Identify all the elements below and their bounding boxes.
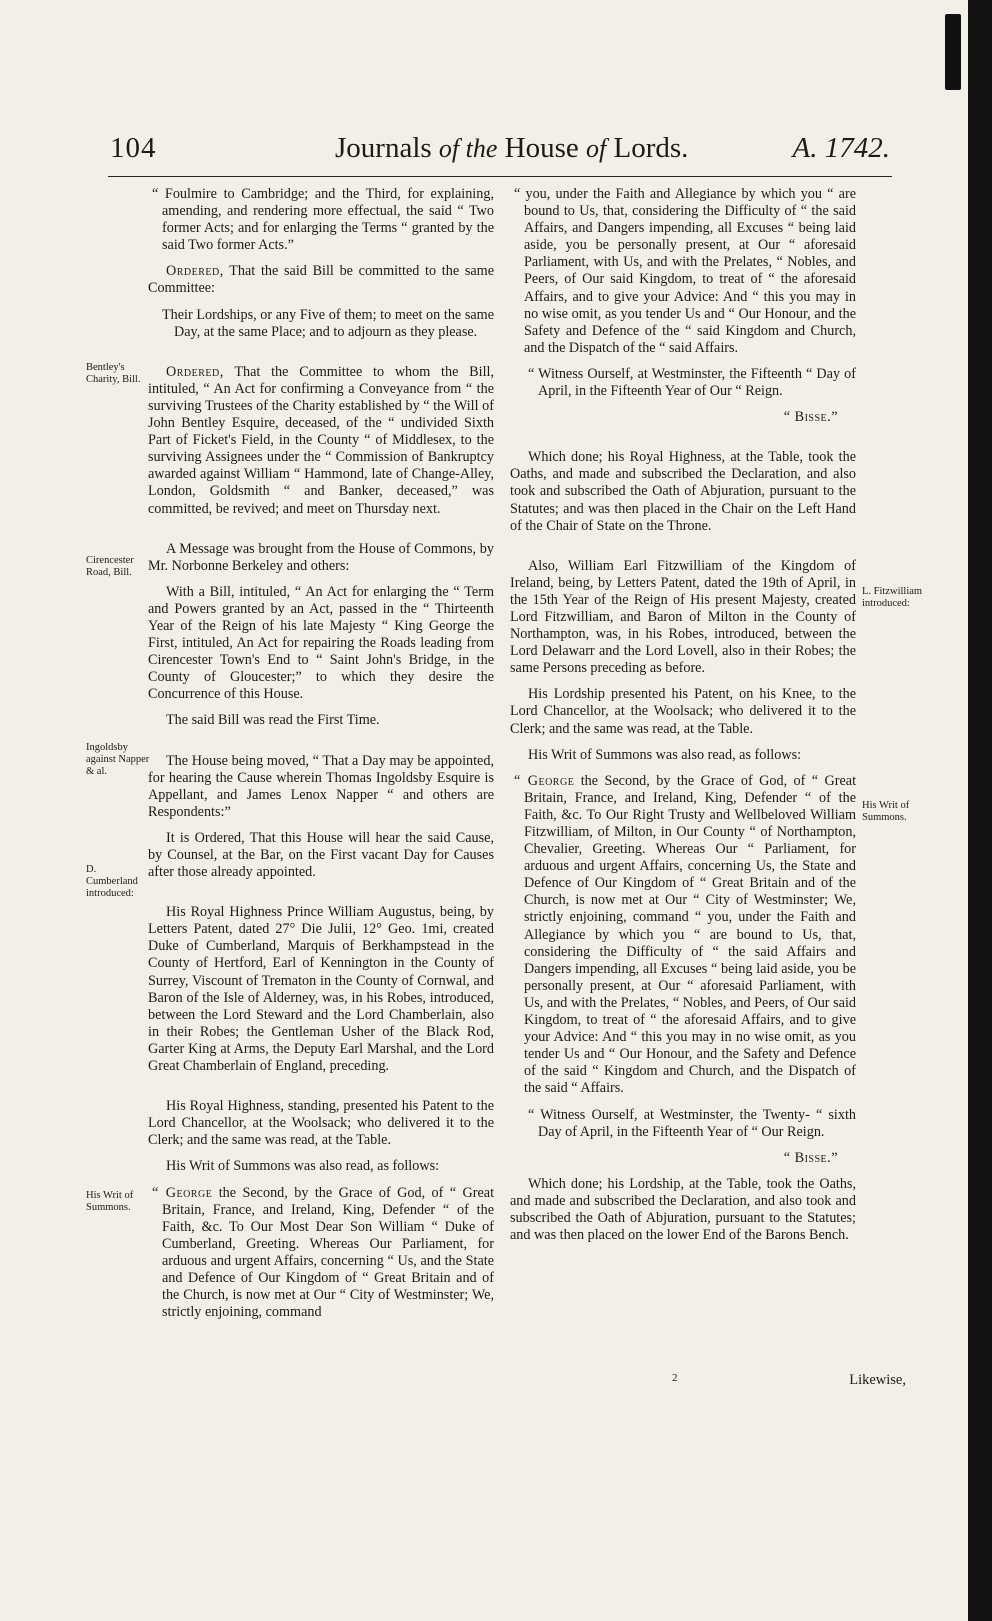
paragraph: “ you, under the Faith and Allegiance by which you “ are bound to Us, that, considering the Difficulty of “ the said Affairs, and Dangers impending, all Excuses “ being laid aside, you be personally present, at Our “ aforesaid Parliament, with Us, and with the Prelates, “ Nobles, and Peers, of Our said Kingdom, to treat of “ the aforesaid Affairs, and to give your Advice: And “ this you may in no wise omit, as you tender Us and “ Our Honour, and the Safety and Defence of the “ said Kingdom and Church, and the Dispatch of the “ said Affairs. [514,186,856,356]
paragraph: “ Foulmire to Cambridge; and the Third, for explaining, amending, and rendering more effectual, the said “ Two former Acts; and for enlarging the Terms “ granted by the said Two former Acts.” [152,186,494,254]
margin-note: L. Fitzwilliam introduced: [862,586,923,609]
paragraph: A Message was brought from the House of Commons, by Mr. Norbonne Berkeley and others: [148,540,494,574]
scan-edge [968,0,992,1621]
paragraph [148,364,494,518]
title-part-2: of the [438,134,498,163]
catchword: Likewise, [849,1372,906,1388]
title-part-5: Lords. [606,132,689,164]
paragraph: The said Bill was read the First Time. [166,712,380,729]
title-part-4: of [586,134,607,163]
paragraph: “ Witness Ourself, at Westminster, the Twenty- “ sixth Day of April, in the Fifteenth Year of “ Our Reign. [528,1106,856,1140]
paragraph: Also, William Earl Fitzwilliam of the Kingdom of Ireland, being, by Letters Patent, dated the 19th of April, in the 15th Year of the Reign of His present Majesty, created Lord Fitzwilliam, and Baron of Milton in the County of Northampton, was, in his Robes, introduced, between the Lord Delawarr and the Lord Lovell, also in their Robes; the same Persons preceding as before. [510,557,856,677]
right-column [510,186,856,1253]
paragraph: Which done; his Lordship, at the Table, took the Oaths, and made and subscribed the Declaration, and also took and subscribed the Oath of Abjuration, pursuant to the Statutes; and was then placed on the lower End of the Barons Bench. [510,1175,856,1244]
signature-mark: 2 [672,1372,678,1384]
paragraph: His Royal Highness Prince William Augustus, being, by Letters Patent, dated 27° Die Julii, 12° Geo. 1mi, created Duke of Cumberland, Marquis of Berkhampstead in the County of Hertford, Earl of Kennington in the County of Surrey, Viscount of Trematon in the County of Cornwal, and Baron of the Isle of Alderney, was, in his Robes, introduced, between the Lord Steward and the Lord Chamberlain, also in their Robes; the Gentleman Usher of the Black Rod, Garter King at Arms, the Deputy Earl Marshal, and the Lord Great Chamberlain of England, preceding. [148,904,494,1075]
title-part-1: Journals [335,132,439,164]
paragraph-lead: Ordered, [166,263,224,280]
margin-note: Bentley's Charity, Bill. [86,362,141,385]
paragraph-lead: “ George [514,772,575,789]
paragraph-text: the Second, by the Grace of God, of “ Great Britain, France, and Ireland, King, Defender “ of the Faith, &c. To Our Right Trusty and Wellbeloved William Fitzwilliam, of Milton, in Our County “ of Northampton, Chevalier, Greeting. Whereas Our “ Parliament, for arduous and urgent Affairs, concerning Us, the State and Defence of Our Kingdom of “ Great Britain and of the Church, is now met at Our “ City of Westminster; We, strictly enjoining, command “ you, under the Faith and Allegiance by which you “ are bound to Us, that, considering the Difficulty of “ the said Affairs and Dangers impending, all Excuses “ being laid aside, you be personally present, at Our “ aforesaid Parliament, with Us, and with the Prelates, “ Nobles, and Peers, of Our said Kingdom, to treat of “ the aforesaid Affairs, and to give your Advice: And “ this you may in no wise omit, as you tender Us and “ Our Honour, and the Safety and Defence of the said “ Kingdom and Church, and the Dispatch of the said “ Affairs. [524,772,857,1097]
running-head [110,132,890,172]
paragraph: His Writ of Summons was also read, as follows: [166,1158,440,1175]
page-year: A. 1742. [792,132,890,164]
margin-note: His Writ of Summons. [862,800,910,823]
paragraph [510,773,856,1098]
scan-clip-mark [945,14,961,90]
paragraph-text: That the Committee to whom the Bill, intituled, “ An Act for confirming a Conveyance from “ the surviving Trustees of the Charity established by “ the Will of John Bentley Esquire, deceased, of the “ undivided Sixth Part of Ficket's Field, in the County “ of Middlesex, to the surviving Assignees under the “ Commission of Bankruptcy awarded against William “ Hammond, late of Change-Alley, London, Goldsmith “ and Banker, deceased,” was committed, be revived; and meet on Thursday next. [148,363,494,517]
paragraph-text: That the said Bill be committed to the same Committee: [148,263,494,297]
left-column [148,186,494,1330]
paragraph: The House being moved, “ That a Day may be appointed, for hearing the Cause wherein Thomas Ingoldsby Esquire is Appellant, and James Lenox Napper “ and others are Respondents:” [148,752,494,820]
paragraph-text: the Second, by the Grace of God, of “ Great Britain, France, and Ireland, King, Defender “ of the Faith, &c. To Our Most Dear Son William “ Duke of Cumberland, Greeting. Whereas Our Parliament, for arduous and urgent Affairs, concerning “ Us, and the State and Defence of Our Kingdom of “ Great Britain and of the Church, is now met at Our “ City of Westminster; We, strictly enjoining, command [162,1184,495,1321]
paragraph [148,263,494,297]
margin-note: His Writ of Summons. [86,1190,134,1213]
paragraph: Their Lordships, or any Five of them; to meet on the same Day, at the same Place; and to adjourn as they please. [162,306,494,340]
paragraph: His Lordship presented his Patent, on his Knee, to the Lord Chancellor, at the Woolsack; who delivered it to the Clerk; and the same was read, at the Table. [510,686,856,737]
header-rule [108,176,892,177]
paragraph: With a Bill, intituled, “ An Act for enlarging the “ Term and Powers granted by an Act, passed in the “ Thirteenth Year of the Reign of his late Majesty “ King George the First, intituled, An Act for repairing the Roads leading from Cirencester Town's End to “ Saint John's Bridge, in the County of Gloucester;” to which they desire the Concurrence of this House. [148,583,494,703]
margin-note: D. Cumberland introduced: [86,864,138,899]
paragraph: “ Witness Ourself, at Westminster, the Fifteenth “ Day of April, in the Fifteenth Year of Our “ Reign. [528,365,856,400]
page-number: 104 [110,132,157,164]
paragraph: His Writ of Summons was also read, as follows: [528,746,802,763]
paragraph-lead: Ordered, [166,363,224,380]
signature-line: “ Bisse.” [783,409,838,426]
paragraph-lead: It is Ordered, [166,829,245,846]
paragraph [148,1185,494,1322]
paragraph: His Royal Highness, standing, presented his Patent to the Lord Chancellor, at the Woolsack; who delivered it to the Clerk; and the same was read, at the Table. [148,1098,494,1149]
title-part-3: House [497,132,587,164]
paragraph: Which done; his Royal Highness, at the Table, took the Oaths, and made and subscribed the Declaration, and also took and subscribed the Oath of Abjuration, pursuant to the Statutes; and was then placed in the Chair on the Left Hand of the Chair of State on the Throne. [510,449,856,534]
margin-note: Ingoldsby against Napper & al. [86,742,150,777]
paragraph [148,830,494,881]
page-title [335,132,688,165]
paragraph-text: That this House will hear the said Cause, by Counsel, at the Bar, on the First vacant Day for Causes after those already appointed. [148,829,494,881]
margin-note: Cirencester Road, Bill. [86,555,134,578]
signature-line: “ Bisse.” [783,1149,838,1166]
paragraph-lead: “ George [152,1184,213,1201]
